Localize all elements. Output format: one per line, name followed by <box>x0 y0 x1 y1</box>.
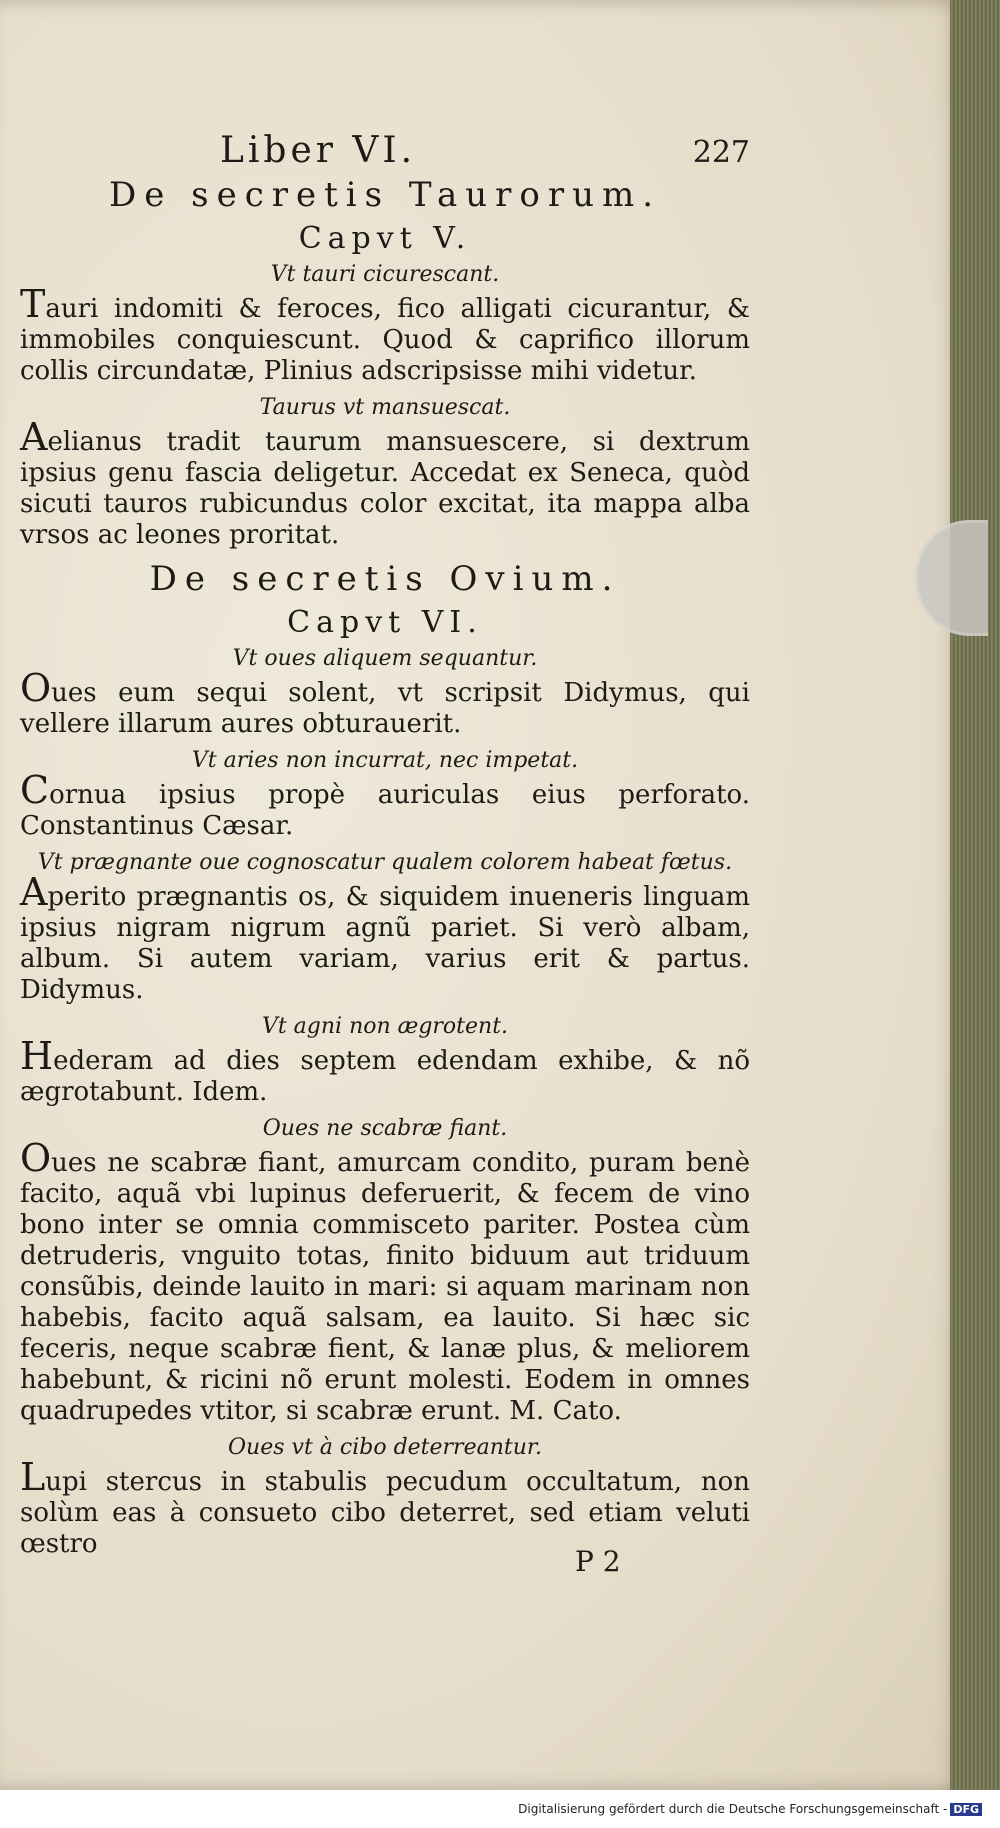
entry-rubric: Vt prægnante oue cognoscatur qualem colorem habeat fœtus. <box>37 850 733 875</box>
section-sheep <box>20 559 750 1560</box>
chapter-heading: Capvt VI. <box>287 605 483 640</box>
entry-rubric: Vt agni non ægrotent. <box>261 1014 509 1039</box>
funding-credit <box>518 1802 982 1816</box>
page-number: 227 <box>692 135 750 170</box>
entry-text: Aperito prægnantis os, & siquidem inueneris linguam ipsius nigram nigrum agnũ pariet. Si verò albam, album. Si autem variam, varius erit & partus. Didymus. <box>20 870 750 1005</box>
entry-rubric: Vt oues aliquem sequantur. <box>232 646 538 671</box>
entry-text: Oues eum sequi solent, vt scripsit Didymus, qui vellere illarum aures obturauerit. <box>20 666 750 739</box>
signature-mark: P 2 <box>575 1545 621 1578</box>
entry-text: Tauri indomiti & feroces, fico alligati cicurantur, & immobiles conquiescunt. Quod & caprifico illorum collis circundatæ, Plinius adscripsisse mihi videtur. <box>20 282 750 386</box>
page-text <box>20 130 750 1568</box>
running-title: Liber VI. <box>220 130 417 171</box>
entry-text: Hederam ad dies septem edendam exhibe, & nõ ægrotabunt. Idem. <box>20 1034 750 1107</box>
footer-bar <box>0 1790 1000 1828</box>
entry-text: Aelianus tradit taurum mansuescere, si dextrum ipsius genu fascia deligetur. Accedat ex Seneca, quòd sicuti tauros rubicundus color excitat, ita mappa alba vrsos ac leones proritat. <box>20 415 750 550</box>
funding-credit-text: Digitalisierung gefördert durch die Deutsche Forschungsgemeinschaft - <box>518 1802 948 1816</box>
section-title: De secretis Taurorum. <box>108 175 662 215</box>
entry-rubric: Oues ne scabræ fiant. <box>262 1116 508 1141</box>
entry-rubric: Taurus vt mansuescat. <box>259 395 511 420</box>
section-title: De secretis Ovium. <box>149 559 621 599</box>
entry-text: Lupi stercus in stabulis pecudum occultatum, non solùm eas à consueto cibo deterret, sed etiam veluti œstro <box>20 1455 750 1559</box>
dfg-logo: DFG <box>950 1803 982 1816</box>
entry-rubric: Vt aries non incurrat, nec impetat. <box>191 748 579 773</box>
entry-text: Cornua ipsius propè auriculas eius perforato. Constantinus Cæsar. <box>20 768 750 841</box>
section-bulls <box>20 175 750 551</box>
chapter-heading: Capvt V. <box>298 221 472 256</box>
book-page-edges <box>950 0 1000 1790</box>
entry-rubric: Vt tauri cicurescant. <box>270 262 500 287</box>
entry-text: Oues ne scabræ fiant, amurcam condito, puram benè facito, aquã vbi lupinus deferuerit, & fecem de vino bono inter se omnia commisceto pariter. Postea cùm detruderis, vnguito totas, finito biduum aut triduum consũbis, deinde lauito in mari: si aquam marinam non habebis, facito aquã salsam, ea lauito. Si hæc sic feceris, neque scabræ fient, & lanæ plus, & meliorem habebunt, & ricini nõ erunt molesti. Eodem in omnes quadrupedes vtitor, si scabræ erunt. M. Cato. <box>20 1136 750 1426</box>
running-header <box>20 130 750 171</box>
entry-rubric: Oues vt à cibo deterreantur. <box>228 1435 542 1460</box>
